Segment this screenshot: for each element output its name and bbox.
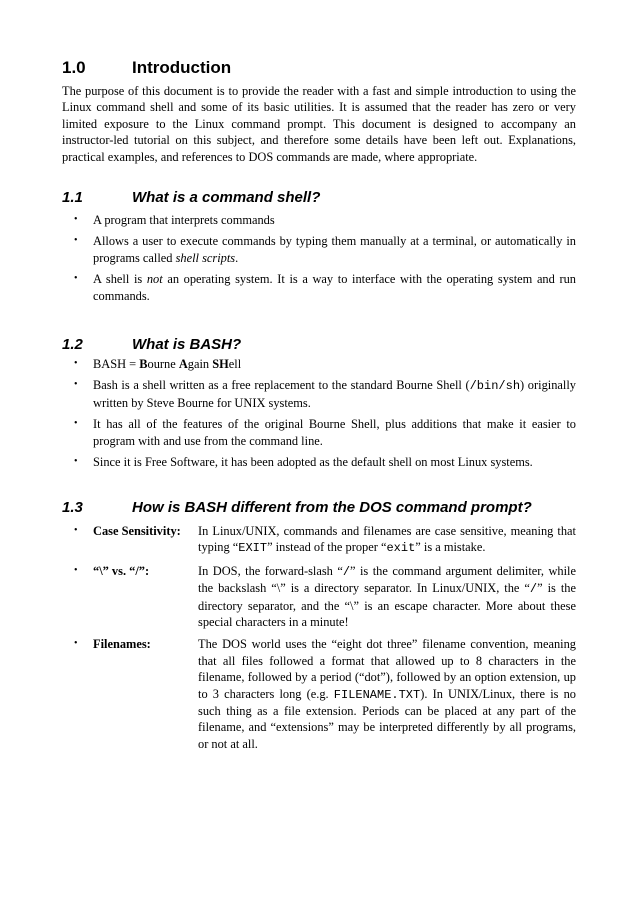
section-number: 1.1 <box>62 189 83 206</box>
bullet-icon: • <box>74 638 78 650</box>
list-item: • Allows a user to execute commands by typing them manually at a terminal, or automatically in programs called shell scripts. <box>74 234 576 265</box>
list-item: • A shell is not an operating system. It is a way to interface with the operating system and run commands. <box>74 272 576 303</box>
bullet-icon: • <box>74 235 78 247</box>
definition-row <box>62 636 576 752</box>
definition-text: In DOS, the forward-slash “/” is the command argument delimiter, while the backslash “\” is a directory separator. In Linux/UNIX, the “/” is the directory separator, and the “\” is an escape character. More about these special characters in a minute! <box>198 563 576 630</box>
bullet-icon: • <box>74 418 78 430</box>
list-item: • A program that interprets commands <box>74 213 275 227</box>
definition-text: The DOS world uses the “eight dot three” filename convention, meaning that all files followed a format that allowed up to 8 characters in the filename, followed by a period (“dot”), followed by an option extension, up to 3 characters long (e.g. FILENAME.TXT). In UNIX/Linux, there is no such thing as a file extension. Periods can be placed at any part of the filename, and “extensions” may be interpreted differently by all programs, or not at all. <box>198 637 576 751</box>
section-heading-1-0 <box>62 58 582 78</box>
list-item: • BASH = Bourne Again SHell <box>74 357 242 371</box>
section-title: How is BASH different from the DOS command prompt? <box>132 499 532 516</box>
section-title: What is BASH? <box>132 336 242 353</box>
definition-term: “\” vs. “/”: <box>93 563 150 578</box>
section-heading-1-1 <box>62 189 582 207</box>
bullet-icon: • <box>74 564 78 576</box>
bullet-icon: • <box>74 273 78 285</box>
definition-list-1-3 <box>62 523 576 758</box>
code-text: / <box>529 582 538 597</box>
bullet-icon: • <box>74 456 78 468</box>
list-item: • Bash is a shell written as a free replacement to the standard Bourne Shell (/bin/sh) originally written by Steve Bourne for UNIX systems. <box>74 378 576 410</box>
bullet-icon: • <box>74 525 78 536</box>
definition-text: In Linux/UNIX, commands and filenames are case sensitive, meaning that typing “EXIT” instead of the proper “exit” is a mistake. <box>198 524 576 556</box>
bullet-icon: • <box>74 214 78 225</box>
list-item: • Since it is Free Software, it has been adopted as the default shell on most Linux systems. <box>74 455 533 470</box>
bullet-list-1-2 <box>62 356 576 475</box>
section-number: 1.2 <box>62 336 83 353</box>
code-text: FILENAME.TXT <box>333 687 421 702</box>
code-text: /bin/sh <box>469 379 521 394</box>
intro-paragraph: The purpose of this document is to provide the reader with a fast and simple introduction to using the Linux command shell and some of its basic utilities. It is assumed that the reader has zero or very limited exposure to the Linux command prompt. This document is designed to accompany an instructor-led tutorial on this subject, and therefore some details have been left out. Explanations, practical examples, and references to DOS commands are made, where appropriate. <box>62 84 576 164</box>
definition-row <box>62 523 576 557</box>
section-number: 1.0 <box>62 58 86 77</box>
section-heading-1-3 <box>62 499 582 517</box>
code-text: exit <box>386 541 416 556</box>
section-heading-1-2 <box>62 336 582 354</box>
definition-term: Case Sensitivity: <box>93 524 181 538</box>
list-item: • It has all of the features of the original Bourne Shell, plus additions that make it easier to program with and use from the command line. <box>74 417 576 448</box>
section-title: What is a command shell? <box>132 189 321 206</box>
bullet-list-1-1 <box>62 212 576 309</box>
section-number: 1.3 <box>62 499 83 516</box>
code-text: / <box>342 564 351 579</box>
bullet-icon: • <box>74 379 78 391</box>
bullet-icon: • <box>74 358 78 369</box>
code-text: EXIT <box>238 541 268 556</box>
definition-row <box>62 563 576 631</box>
section-title: Introduction <box>132 58 232 77</box>
definition-term: Filenames: <box>93 637 151 652</box>
